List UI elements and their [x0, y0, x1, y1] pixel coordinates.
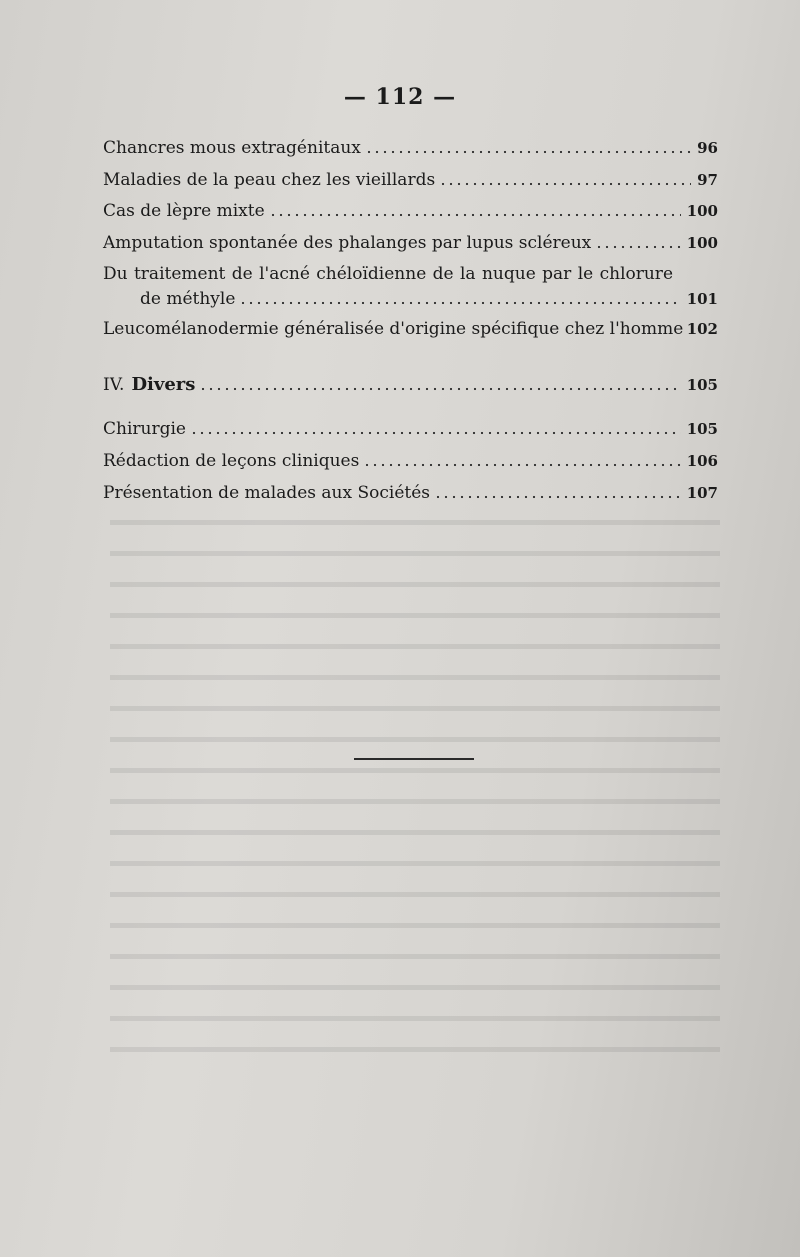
toc-entry [103, 480, 718, 506]
toc-entry-label-line2: de méthyle [140, 289, 236, 309]
toc-entry-label: Chancres mous extragénitaux [103, 138, 361, 158]
section-title: Divers [131, 374, 196, 395]
toc-entry-page: 107 [686, 484, 718, 502]
toc-entry [103, 316, 718, 342]
page-number: — 112 — [343, 84, 457, 110]
toc-entry-label: Amputation spontanée des phalanges par lupus scléreux [103, 233, 592, 253]
toc-entry [103, 198, 718, 224]
toc-entry-label: Rédaction de leçons cliniques [103, 451, 360, 471]
toc-entry-label: Chirurgie [103, 419, 186, 439]
toc-entry-page: 105 [686, 420, 718, 438]
toc-entry-page: 106 [686, 452, 718, 470]
toc-entry [103, 230, 718, 256]
section-number: IV. [103, 375, 125, 395]
dot-leader [190, 431, 681, 435]
toc-entry [103, 448, 718, 474]
dot-leader [434, 495, 681, 499]
toc-entry-page: 97 [697, 171, 718, 189]
dot-leader [239, 301, 680, 305]
toc-entry-label: Cas de lèpre mixte [103, 201, 265, 221]
toc-entry-page: 96 [697, 139, 718, 157]
toc-entry-label: Leucomélanodermie généralisée d'origine spécifique chez l'homme [103, 319, 684, 339]
dot-leader [199, 387, 680, 391]
toc-entry [140, 286, 718, 312]
bleed-through-texture [110, 520, 720, 1078]
toc-entry-label: Présentation de malades aux Sociétés [103, 483, 431, 503]
toc-entry-page: 102 [686, 320, 718, 338]
dot-leader [363, 463, 680, 467]
toc-entry-label-line1: Du traitement de l'acné chéloïdienne de la nuque par le chlorure [103, 264, 673, 284]
toc-entry-page: 100 [686, 234, 718, 252]
toc-entry [103, 416, 718, 442]
section-page: 105 [686, 376, 718, 394]
end-rule [354, 758, 474, 760]
toc-entry-page: 101 [686, 290, 718, 308]
toc-entry [103, 167, 718, 193]
toc-entry-label: Maladies de la peau chez les vieillards [103, 170, 436, 190]
toc-entry-page: 100 [686, 202, 718, 220]
dot-leader [595, 245, 680, 249]
dot-leader [439, 182, 691, 186]
dot-leader [365, 150, 691, 154]
dot-leader [269, 213, 681, 217]
section-heading [103, 372, 718, 398]
toc-entry [103, 135, 718, 161]
